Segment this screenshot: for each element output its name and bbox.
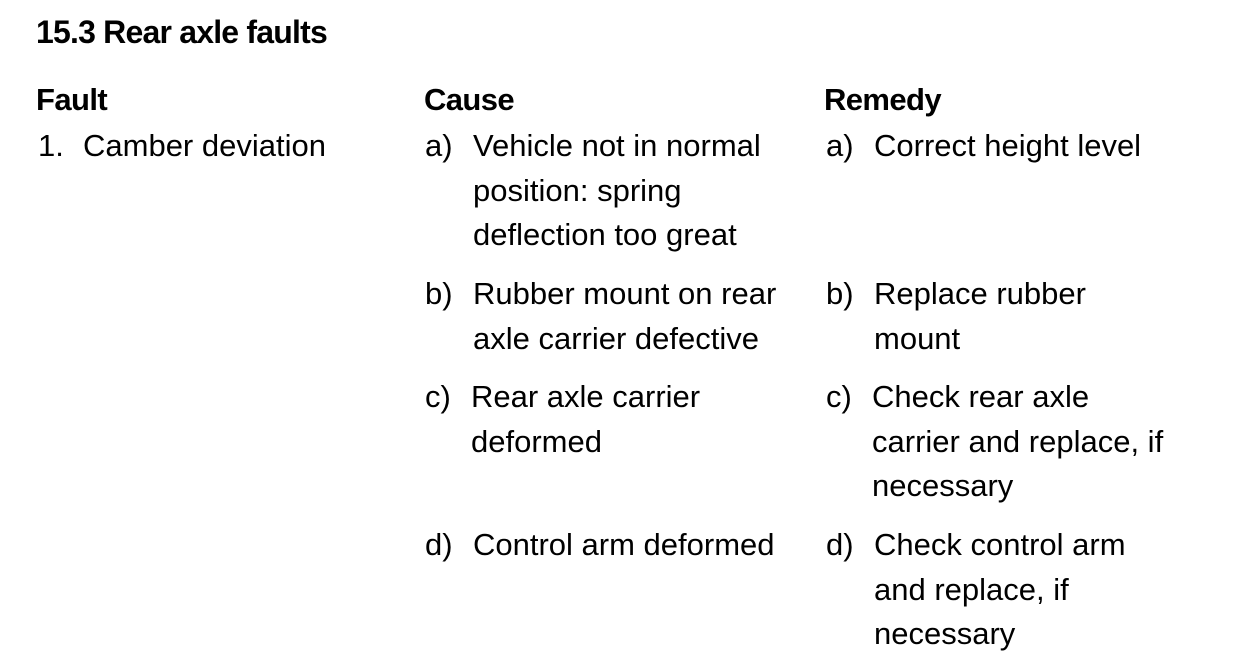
remedy-text: [872, 375, 1163, 509]
cause-line: deflection too great: [473, 217, 737, 252]
cause-line: Rubber mount on rear: [473, 276, 777, 311]
remedy-line: Check control arm: [874, 527, 1126, 562]
remedy-line: and replace, if: [874, 571, 1069, 607]
column-header-cause: Cause: [424, 82, 515, 117]
fault-label: Camber deviation: [83, 128, 326, 163]
remedy-marker: b): [826, 276, 854, 311]
cause-line: position: spring: [473, 172, 682, 208]
remedy-marker: a): [826, 128, 854, 163]
remedy-line: mount: [874, 320, 961, 356]
column-header-remedy: Remedy: [824, 82, 942, 117]
remedy-text: [874, 272, 1086, 361]
cause-marker: b): [425, 276, 453, 311]
cause-line: Control arm deformed: [473, 527, 775, 562]
remedy-line: Correct height level: [874, 128, 1142, 163]
fault-number: 1.: [38, 128, 64, 163]
remedy-line: Check rear axle: [872, 379, 1090, 414]
cause-text: [473, 124, 761, 258]
cause-line: deformed: [471, 423, 602, 459]
remedy-line: necessary: [874, 616, 1016, 651]
cause-marker: c): [425, 379, 451, 414]
remedy-line: necessary: [872, 468, 1014, 503]
remedy-marker: d): [826, 527, 854, 562]
remedy-text: [874, 523, 1126, 657]
cause-marker: d): [425, 527, 453, 562]
cause-text: [473, 523, 775, 568]
cause-text: [471, 375, 700, 464]
cause-marker: a): [425, 128, 453, 163]
fault-item: [38, 124, 326, 168]
cause-line: Vehicle not in normal: [473, 128, 761, 163]
section-title: 15.3 Rear axle faults: [36, 14, 327, 50]
cause-text: [473, 272, 776, 361]
cause-line: axle carrier defective: [473, 320, 760, 356]
remedy-line: Replace rubber: [874, 276, 1086, 311]
remedy-line: carrier and replace, if: [872, 423, 1164, 459]
cause-line: Rear axle carrier: [471, 379, 701, 414]
remedy-marker: c): [826, 379, 852, 414]
column-header-fault: Fault: [36, 82, 108, 117]
remedy-text: [874, 124, 1141, 169]
